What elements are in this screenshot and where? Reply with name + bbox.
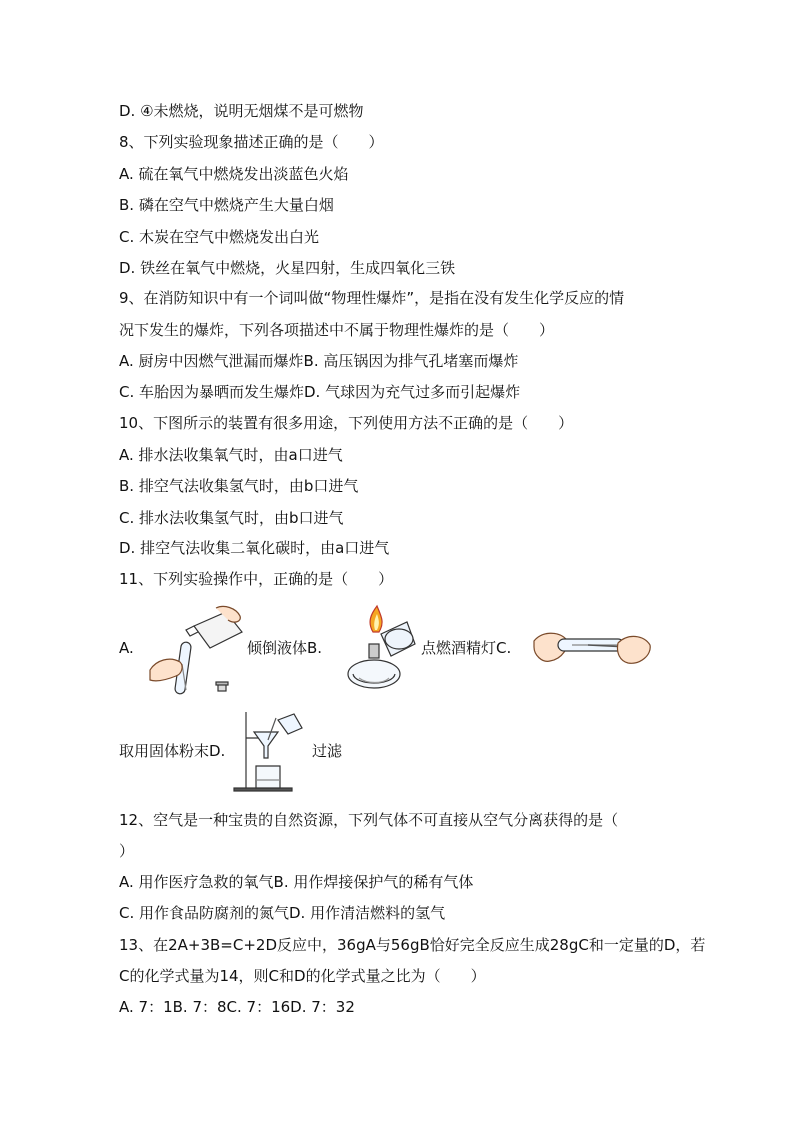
- q8-stem: 8、下列实验现象描述正确的是（ ）: [119, 133, 384, 151]
- q11-stem: 11、下列实验操作中，正确的是（ ）: [119, 570, 394, 588]
- q13-stem-line2: C的化学式量为14，则C和D的化学式量之比为（ ）: [119, 967, 486, 985]
- q10-option-d: D. 排空气法收集二氧化碳时，由a口进气: [119, 539, 390, 557]
- q12-stem-line2: ）: [119, 842, 135, 860]
- q12-stem-line1: 12、空气是一种宝贵的自然资源，下列气体不可直接从空气分离获得的是（: [119, 811, 619, 829]
- q8-option-a: A. 硫在氧气中燃烧发出淡蓝色火焰: [119, 165, 349, 183]
- q7-option-d: D. ④未燃烧，说明无烟煤不是可燃物: [119, 102, 364, 120]
- q9-options-cd: C. 车胎因为暴晒而发生爆炸D. 气球因为充气过多而引起爆炸: [119, 383, 521, 401]
- q13-options: A. 7：1B. 7：8C. 7：16D. 7：32: [119, 998, 355, 1016]
- q13-stem-line1: 13、在2A+3B=C+2D反应中，36gA与56gB恰好完全反应生成28gC和一定量的D，若: [119, 936, 706, 954]
- q12-options-ab: A. 用作医疗急救的氧气B. 用作焊接保护气的稀有气体: [119, 873, 474, 891]
- alcohol-lamp-figure: [333, 604, 419, 692]
- q8-option-d: D. 铁丝在氧气中燃烧，火星四射，生成四氧化三铁: [119, 259, 456, 277]
- solid-powder-figure: [532, 625, 652, 673]
- q10-option-c: C. 排水法收集氢气时，由b口进气: [119, 509, 344, 527]
- q10-stem: 10、下图所示的装置有很多用途，下列使用方法不正确的是（ ）: [119, 414, 574, 432]
- q10-option-b: B. 排空气法收集氢气时，由b口进气: [119, 477, 359, 495]
- q9-stem-line2: 况下发生的爆炸，下列各项描述中不属于物理性爆炸的是（ ）: [119, 321, 555, 339]
- q9-options-ab: A. 厨房中因燃气泄漏而爆炸B. 高压锅因为排气孔堵塞而爆炸: [119, 352, 519, 370]
- q11-option-a-prefix: A.: [119, 639, 134, 657]
- pouring-liquid-figure: [146, 604, 246, 698]
- filtration-figure: [232, 710, 308, 792]
- q9-stem-line1: 9、在消防知识中有一个词叫做“物理性爆炸”，是指在没有发生化学反应的情: [119, 289, 625, 307]
- q11-option-b-label: 点燃酒精灯C.: [421, 639, 512, 657]
- q8-option-c: C. 木炭在空气中燃烧发出白光: [119, 228, 320, 246]
- q11-option-d-label: 过滤: [312, 742, 343, 760]
- q12-options-cd: C. 用作食品防腐剂的氮气D. 用作清洁燃料的氢气: [119, 904, 446, 922]
- q8-option-b: B. 磷在空气中燃烧产生大量白烟: [119, 196, 334, 214]
- q11-option-c-label: 取用固体粉末D.: [119, 742, 226, 760]
- q10-option-a: A. 排水法收集氧气时，由a口进气: [119, 446, 343, 464]
- q11-option-a-label: 倾倒液体B.: [247, 639, 323, 657]
